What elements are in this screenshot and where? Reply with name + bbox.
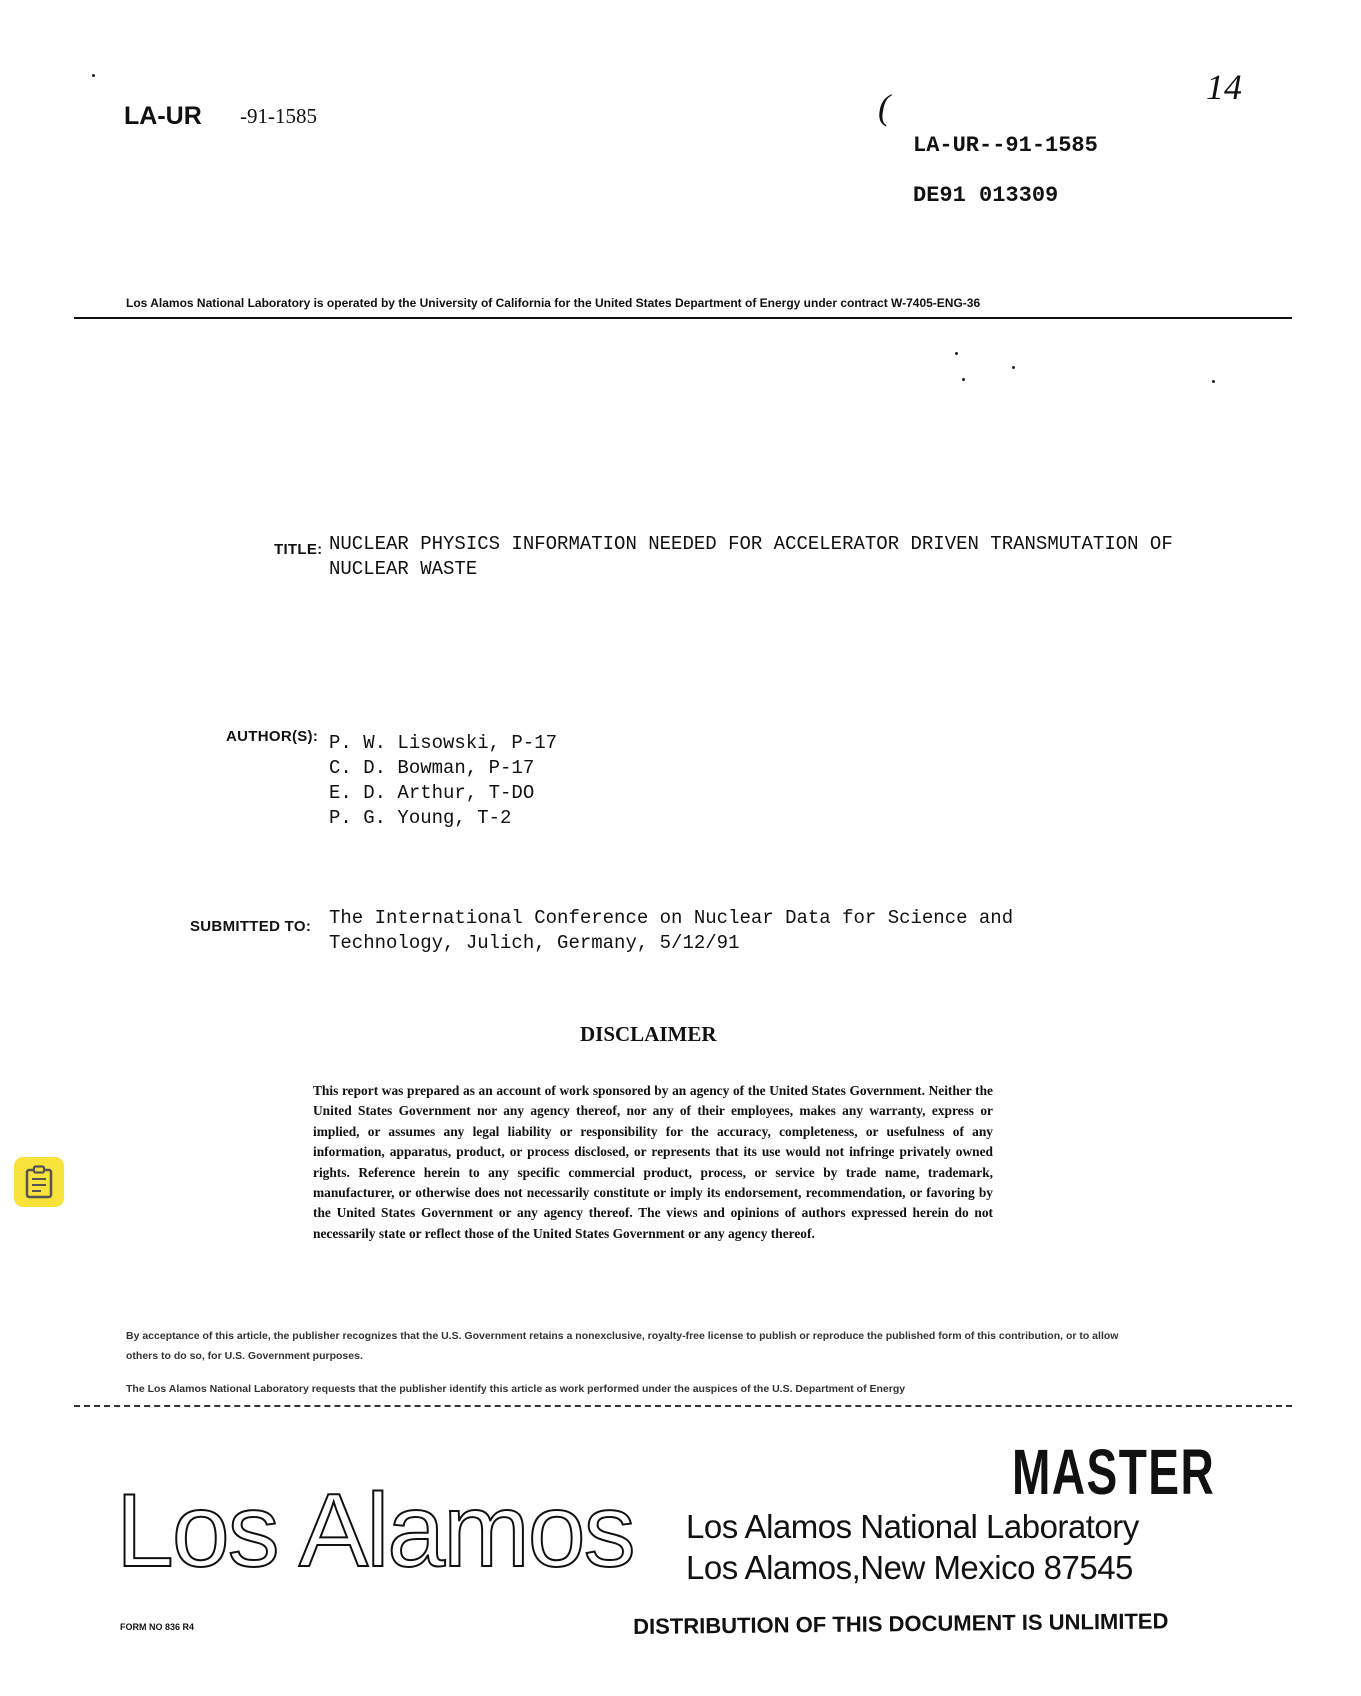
handwritten-page-mark: 14	[1206, 67, 1242, 107]
author-entry: C. D. Bowman, P-17	[329, 757, 535, 779]
doe-number: DE91 013309	[913, 183, 1059, 208]
author-entry: P. W. Lisowski, P-17	[329, 732, 558, 754]
operator-statement: Los Alamos National Laboratory is operated by the University of California for the United States Department of Energy under contract W-7405-ENG-36	[126, 296, 981, 310]
la-ur-prefix: LA-UR	[124, 102, 202, 130]
distribution-notice: DISTRIBUTION OF THIS DOCUMENT IS UNLIMITED	[633, 1608, 1169, 1639]
scan-speck	[962, 378, 965, 381]
lab-name: Los Alamos National Laboratory	[686, 1508, 1139, 1545]
author-entry: E. D. Arthur, T-DO	[329, 782, 535, 804]
submitted-to-venue: The International Conference on Nuclear Data for Science and Technology, Julich, Germany, 5/12/91	[329, 907, 1014, 954]
title-label: TITLE:	[274, 541, 323, 558]
los-alamos-logo: Los Alamos	[116, 1473, 634, 1589]
handwritten-mark: (	[878, 87, 890, 127]
scan-speck	[92, 74, 95, 77]
form-number: FORM NO 836 R4	[120, 1622, 195, 1632]
submitted-to-label: SUBMITTED TO:	[190, 918, 312, 935]
report-number: LA-UR--91-1585	[913, 133, 1098, 158]
clipboard-icon	[24, 1165, 54, 1199]
lab-address: Los Alamos,New Mexico 87545	[686, 1549, 1133, 1586]
clipboard-tool-button[interactable]	[14, 1157, 64, 1207]
footer-divider	[74, 1405, 1292, 1407]
header-divider	[74, 317, 1292, 319]
acceptance-statement: By acceptance of this article, the publisher recognizes that the U.S. Government retains a nonexclusive, royalty-free license to publish or reproduce the published form of this contribution, or to allow others to do so, for U.S. Government purposes.	[126, 1330, 1119, 1362]
document-title: NUCLEAR PHYSICS INFORMATION NEEDED FOR ACCELERATOR DRIVEN TRANSMUTATION OF NUCLEAR WASTE	[329, 533, 1173, 580]
scan-speck	[955, 352, 958, 355]
scan-speck	[1012, 366, 1015, 369]
authors-list	[329, 731, 557, 831]
master-stamp: MASTER	[1012, 1436, 1216, 1508]
scan-speck	[1212, 380, 1215, 383]
la-ur-number: -91-1585	[240, 104, 317, 128]
publisher-request: The Los Alamos National Laboratory requests that the publisher identify this article as work performed under the auspices of the U.S. Department of Energy	[126, 1383, 906, 1395]
disclaimer-heading: DISCLAIMER	[580, 1022, 717, 1046]
disclaimer-body: This report was prepared as an account of work sponsored by an agency of the United States Government. Neither the United States Government nor any agency thereof, nor any of their employees, makes any warranty, express or implied, or assumes any legal liability or responsibility for the accuracy, completeness, or usefulness of any information, apparatus, product, or process disclosed, or represents that its use would not infringe privately owned rights. Reference herein to any specific commercial product, process, or service by trade name, trademark, manufacturer, or otherwise does not necessarily constitute or imply its endorsement, recommendation, or favoring by the United States Government or any agency thereof. The views and opinions of authors expressed herein do not necessarily state or reflect those of the United States Government or any agency thereof.	[313, 1083, 993, 1241]
authors-label: AUTHOR(S):	[226, 728, 319, 745]
author-entry: P. G. Young, T-2	[329, 807, 512, 829]
